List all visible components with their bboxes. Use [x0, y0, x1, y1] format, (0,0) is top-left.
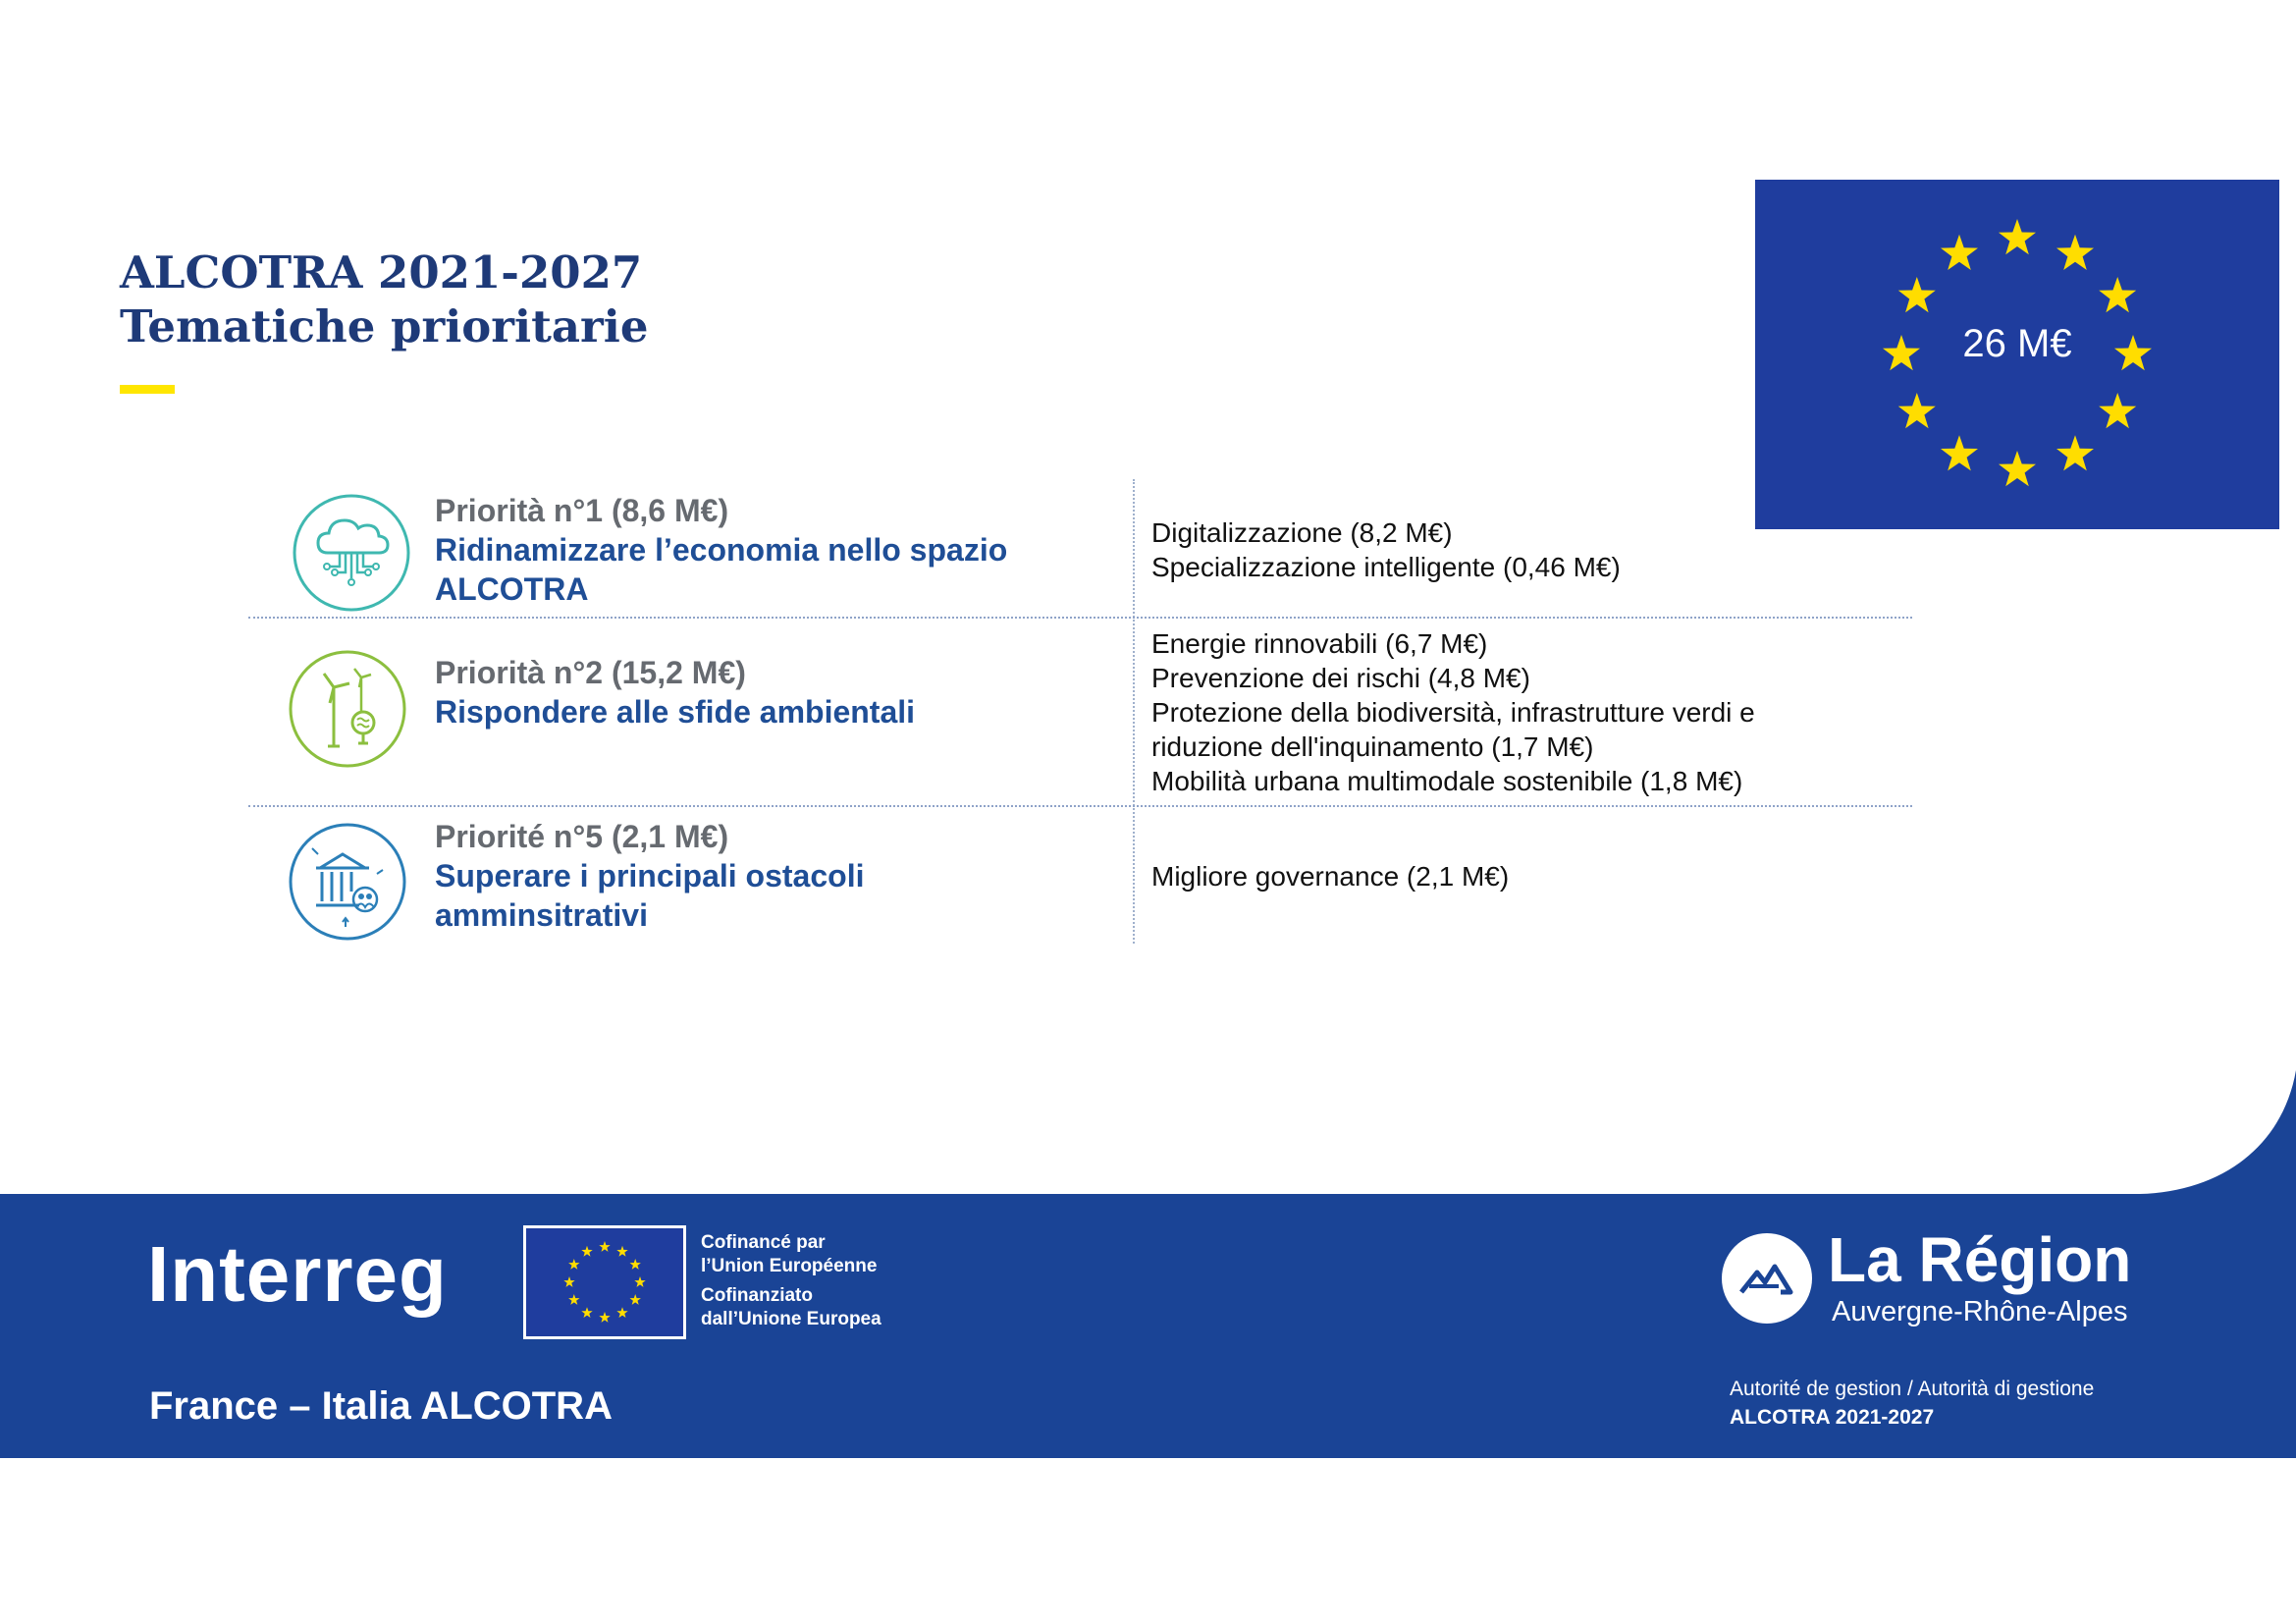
eu-star-icon [1999, 451, 2036, 486]
eu-star-icon [599, 1241, 610, 1252]
table-column-divider [1133, 479, 1135, 944]
eu-star-icon [1898, 277, 1936, 312]
priority-1-title-line1: Ridinamizzare l’economia nello spazio [435, 532, 1008, 568]
eu-star-icon [2099, 277, 2136, 312]
public-building-icon [287, 821, 408, 943]
theme-item: Mobilità urbana multimodale sostenibile (1,8 M€) [1151, 766, 1743, 796]
priority-2-themes [1151, 626, 1755, 798]
priority-2 [435, 653, 915, 731]
page-title-line1: ALCOTRA 2021-2027 [120, 246, 643, 298]
priority-5-label: Priorité n°5 (2,1 M€) [435, 819, 729, 854]
table-row-divider [248, 617, 1912, 619]
program-name: France – Italia ALCOTRA [149, 1384, 613, 1428]
eu-star-icon [563, 1276, 574, 1287]
cofinancing-text [701, 1231, 881, 1331]
eu-star-icon [568, 1294, 579, 1305]
cofin-fr-line1: Cofinancé par [701, 1232, 826, 1253]
interreg-logo: Interreg [147, 1230, 448, 1318]
priority-1-title-line2: ALCOTRA [435, 571, 589, 607]
eu-star-icon [581, 1246, 592, 1257]
eu-star-icon [1941, 435, 1978, 470]
eu-star-icon [634, 1276, 645, 1287]
eu-flag [1755, 180, 2279, 529]
theme-item: Prevenzione dei rischi (4,8 M€) [1151, 663, 1530, 693]
priority-5-themes [1151, 859, 1509, 893]
footer-wave-shape [0, 982, 2296, 1208]
theme-item: riduzione dell'inquinamento (1,7 M€) [1151, 731, 1594, 762]
priority-5-title-line2: amminsitrativi [435, 897, 648, 933]
theme-item: Protezione della biodiversità, infrastrutture verdi e [1151, 697, 1755, 728]
page-title-line2: Tematiche prioritarie [120, 300, 649, 352]
eu-emblem [523, 1225, 686, 1339]
theme-item: Specializzazione intelligente (0,46 M€) [1151, 552, 1621, 582]
authority-program: ALCOTRA 2021-2027 [1730, 1406, 1935, 1429]
eu-star-icon [1898, 393, 1936, 428]
authority-label: Autorité de gestion / Autorità di gestione [1730, 1378, 2095, 1400]
eu-star-icon [599, 1312, 610, 1323]
cloud-network-icon [291, 492, 412, 614]
region-logo-icon [1720, 1231, 1814, 1326]
eu-star-icon [630, 1259, 641, 1270]
priority-2-title-line1: Rispondere alle sfide ambientali [435, 694, 916, 730]
cofin-it-line1: Cofinanziato [701, 1285, 813, 1306]
wind-turbine-icon [287, 648, 408, 770]
budget-amount: 26 M€ [1962, 322, 2072, 365]
region-subtitle: Auvergne-Rhône-Alpes [1832, 1296, 2128, 1327]
eu-star-icon [581, 1307, 592, 1318]
theme-item: Digitalizzazione (8,2 M€) [1151, 517, 1453, 548]
table-row-divider [248, 805, 1912, 807]
theme-item: Energie rinnovabili (6,7 M€) [1151, 628, 1488, 659]
managing-authority [1730, 1375, 2094, 1432]
priority-1-label: Priorità n°1 (8,6 M€) [435, 493, 729, 528]
theme-item: Migliore governance (2,1 M€) [1151, 861, 1510, 892]
eu-star-icon [568, 1259, 579, 1270]
title-accent-bar [120, 385, 175, 394]
page-title [120, 245, 648, 353]
eu-star-icon [1941, 235, 1978, 270]
priority-1 [435, 491, 1007, 609]
eu-star-icon [2099, 393, 2136, 428]
eu-star-icon [630, 1294, 641, 1305]
priority-5-title-line1: Superare i principali ostacoli [435, 858, 865, 893]
priority-2-label: Priorità n°2 (15,2 M€) [435, 655, 746, 690]
priority-5 [435, 817, 864, 935]
cofin-it-line2: dall’Unione Europea [701, 1309, 881, 1329]
eu-star-icon [2056, 235, 2094, 270]
cofin-fr-line2: l’Union Européenne [701, 1256, 878, 1276]
region-name: La Région [1828, 1224, 2132, 1295]
eu-star-icon [616, 1246, 627, 1257]
priority-1-themes [1151, 515, 1621, 584]
eu-star-icon [2056, 435, 2094, 470]
eu-stars-icon [526, 1228, 683, 1336]
eu-star-icon [616, 1307, 627, 1318]
eu-star-icon [1999, 219, 2036, 254]
